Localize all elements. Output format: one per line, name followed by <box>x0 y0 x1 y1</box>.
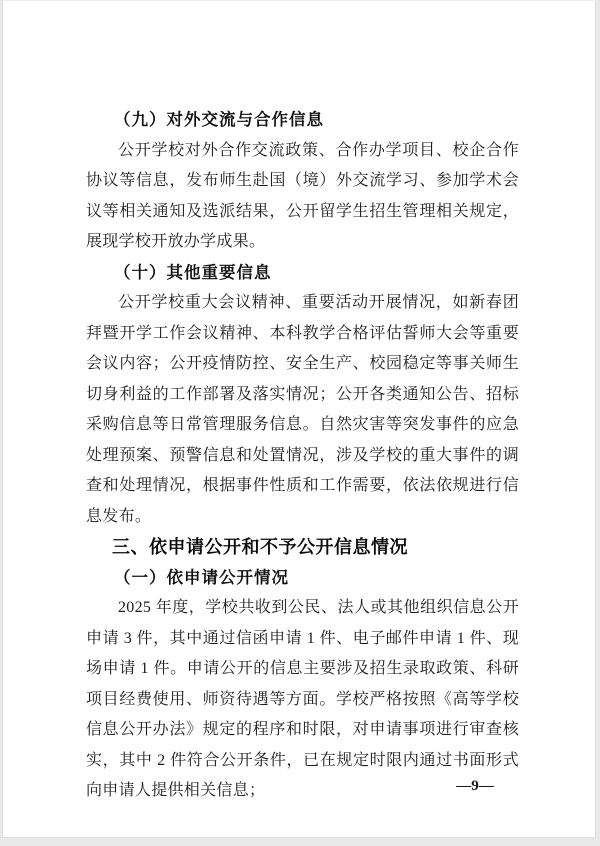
section-heading-request-disclosure-status: （一）依申请公开情况 <box>114 567 289 587</box>
document-content <box>86 105 519 807</box>
paragraph-foreign-exchange: 公开学校对外合作交流政策、合作办学项目、校企合作协议等信息，发布师生赴国（境）外交流学习、参加学术会议等相关通知及选派结果，公开留学生招生管理相关规定，展现学校开放办学成果。 <box>86 141 519 250</box>
chapter-heading-disclosure-upon-request: 三、依申请公开和不予公开信息情况 <box>112 537 408 557</box>
paragraph-other-important-info: 公开学校重大会议精神、重要活动开展情况，如新春团拜暨开学工作会议精神、本科教学合格评估誓师大会等重要会议内容；公开疫情防控、安全生产、校园稳定等事关师生切身利益的工作部署及落实情况；公开各类通知公告、招标采购信息等日常管理服务信息。自然灾害等突发事件的应急处理预案、预警信息和处置情况，涉及学校的重大事件的调查和处理情况，根据事件性质和工作需要，依法依规进行信息发布。 <box>86 294 519 525</box>
section-heading-foreign-exchange: （九）对外交流与合作信息 <box>114 110 324 129</box>
document-page <box>2 0 596 838</box>
section-heading-other-important-info: （十）其他重要信息 <box>114 262 272 282</box>
paragraph-request-disclosure-status: 2025 年度，学校共收到公民、法人或其他组织信息公开申请 3 件，其中通过信函申请 1 件、电子邮件申请 1 件、现场申请 1 件。申请公开的信息主要涉及招生录取政策、科研项目经费使用、师资待遇等方面。学校严格按照《高等学校信息公开办法》规定的程序和时限，对申请事项进行审查核实，其中 2 件符合公开条件，已在规定时限内通过书面形式向申请人提供相关信息； <box>86 599 519 799</box>
page-number: —9— <box>456 778 494 794</box>
